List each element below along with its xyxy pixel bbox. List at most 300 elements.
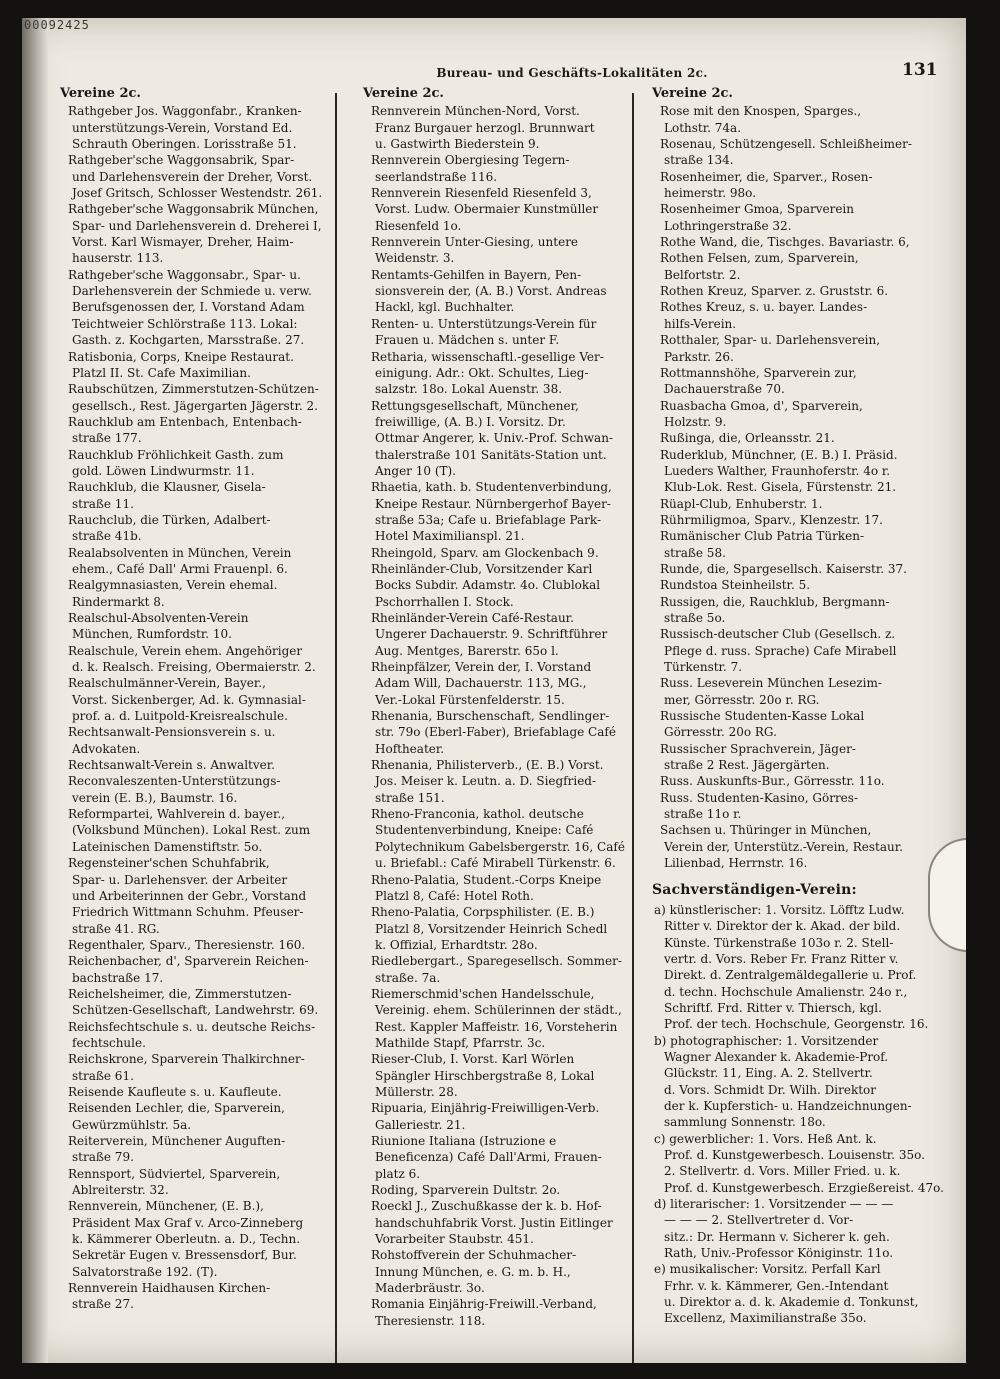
entry-name-line: Reiterverein, Münchener Auguften- [68, 1134, 286, 1148]
entry-name-line: Russische Studenten-Kasse Lokal [660, 709, 865, 724]
section-entry-list [652, 902, 947, 1327]
entry-detail-line: straße 58. [664, 545, 726, 560]
entry-detail-line: Jos. Meiser k. Leutn. a. D. Siegfried- [375, 774, 597, 789]
directory-entry [60, 675, 346, 724]
entry-name-line: Rathgeber'sche Waggonsabrik, Spar- [68, 153, 295, 168]
entry-name-line: Rechtsanwalt-Verein s. Anwaltver. [68, 758, 275, 773]
directory-entry [652, 365, 947, 398]
entry-name-line: Rauchklub Fröhlichkeit Gasth. zum [68, 447, 284, 462]
directory-entry [363, 1198, 654, 1247]
directory-entry [363, 610, 654, 659]
entry-detail-line: Vorst. Ludw. Obermaier Kunstmüller [375, 202, 599, 217]
entry-name-line: Reconvaleszenten-Unterstützungs- [68, 774, 281, 789]
entry-name-line: Rechtsanwalt-Pensionsverein s. u. [68, 725, 276, 740]
directory-entry [60, 1133, 346, 1166]
entry-name-line: Rentamts-Gehilfen in Bayern, Pen- [371, 267, 582, 282]
directory-entry [363, 152, 654, 185]
entry-detail-line: gesellsch., Rest. Jägergarten Jägerstr. 2. [72, 398, 318, 413]
entry-detail-line: Friedrich Wittmann Schuhm. Pfeuser- [72, 905, 304, 920]
entry-list [363, 103, 654, 1329]
entry-list [60, 103, 346, 1312]
column-heading: Vereine 2c. [60, 86, 141, 101]
directory-entry [60, 414, 346, 447]
directory-entry [60, 757, 346, 773]
section-heading: Sachverständigen-Verein: [652, 881, 857, 898]
entry-name-line: Rumänischer Club Patria Türken- [660, 529, 865, 544]
entry-detail-line: Müllerstr. 28. [375, 1084, 458, 1099]
entry-detail-line: Pflege d. russ. Sprache) Cafe Mirabell [664, 643, 897, 658]
entry-detail-line: Hackl, kgl. Buchhalter. [375, 300, 515, 315]
entry-detail-line: d. k. Realsch. Freising, Obermaierstr. 2. [72, 660, 316, 675]
entry-detail-line: Theresienstr. 118. [375, 1313, 486, 1328]
entry-name-line: Rußinga, die, Orleansstr. 21. [660, 431, 835, 446]
directory-entry [60, 1019, 346, 1052]
directory-entry [60, 610, 346, 643]
entry-detail-line: Pschorrhallen I. Stock. [375, 594, 514, 609]
entry-detail-line: k. Offizial, Erhardtstr. 28o. [375, 937, 538, 952]
entry-detail-line: Spar- u. Darlehensver. der Arbeiter [72, 872, 288, 887]
entry-detail-line: Beneficenza) Café Dall'Armi, Frauen- [375, 1150, 602, 1165]
entry-detail-line: Rest. Kappler Maffeistr. 16, Vorsteherin [375, 1019, 618, 1034]
directory-entry [60, 986, 346, 1019]
entry-list [652, 103, 947, 871]
directory-entry [652, 430, 947, 446]
entry-detail-line: d. Vors. Schmidt Dr. Wilh. Direktor [664, 1082, 877, 1097]
entry-detail-line: fechtschule. [72, 1035, 146, 1050]
column-middle [363, 86, 654, 1329]
entry-detail-line: Platzl 8, Vorsitzender Heinrich Schedl [375, 921, 608, 936]
entry-detail-line: Ablreiterstr. 32. [72, 1183, 169, 1198]
directory-entry [363, 267, 654, 316]
entry-name-line: Ruderklub, Münchner, (E. B.) I. Präsid. [660, 447, 898, 462]
entry-detail-line: Holzstr. 9. [664, 414, 727, 429]
entry-detail-line: Hotel Maximilianspl. 21. [375, 529, 525, 544]
entry-detail-line: Spar- und Darlehensverein d. Dreherei I, [72, 218, 322, 233]
entry-detail-line: straße 177. [72, 431, 142, 446]
entry-detail-line: Belfortstr. 2. [664, 267, 741, 282]
directory-entry [652, 447, 947, 496]
entry-detail-line: Parkstr. 26. [664, 349, 734, 364]
entry-detail-line: Künste. Türkenstraße 103o r. 2. Stell- [664, 935, 894, 950]
entry-name-line: Realschulmänner-Verein, Bayer., [68, 676, 266, 691]
entry-name-line: Russisch-deutscher Club (Gesellsch. z. [660, 627, 896, 642]
entry-name-line: Roeckl J., Zuschußkasse der k. b. Hof- [371, 1199, 602, 1214]
directory-entry [652, 283, 947, 299]
entry-detail-line: Klub-Lok. Rest. Gisela, Fürstenstr. 21. [664, 480, 897, 495]
entry-name-line: Rhaetia, kath. b. Studentenverbindung, [371, 480, 612, 495]
directory-entry [60, 267, 346, 349]
entry-detail-line: ehem., Café Dall' Armi Frauenpl. 6. [72, 561, 288, 576]
directory-entry [363, 872, 654, 905]
entry-name-line: c) gewerblicher: 1. Vors. Heß Ant. k. [654, 1131, 877, 1146]
entry-detail-line: verein (E. B.), Baumstr. 16. [72, 790, 238, 805]
directory-entry [652, 103, 947, 136]
entry-detail-line: hauserstr. 113. [72, 251, 164, 266]
entry-name-line: Realgymnasiasten, Verein ehemal. [68, 578, 278, 593]
entry-detail-line: Riesenfeld 1o. [375, 218, 462, 233]
entry-detail-line: Vorarbeiter Staubstr. 451. [375, 1232, 534, 1247]
entry-detail-line: Advokaten. [72, 741, 141, 756]
entry-detail-line: Schriftf. Frd. Ritter v. Thiersch, kgl. [664, 1000, 882, 1015]
entry-detail-line: sitz.: Dr. Hermann v. Sicherer k. geh. [664, 1229, 890, 1244]
entry-detail-line: straße 61. [72, 1068, 134, 1083]
entry-detail-line: k. Kämmerer Oberleutn. a. D., Techn. [72, 1232, 301, 1247]
entry-name-line: Rhenania, Burschenschaft, Sendlinger- [371, 709, 610, 724]
entry-detail-line: Lothstr. 74a. [664, 120, 742, 135]
directory-entry [60, 953, 346, 986]
directory-entry [363, 316, 654, 349]
entry-detail-line: Schrauth Oberingen. Lorisstraße 51. [72, 137, 297, 152]
directory-entry [60, 724, 346, 757]
entry-name-line: Reisende Kaufleute s. u. Kaufleute. [68, 1084, 282, 1099]
entry-name-line: Ratisbonia, Corps, Kneipe Restaurat. [68, 349, 294, 364]
entry-name-line: Russ. Auskunfts-Bur., Görresstr. 11o. [660, 774, 885, 789]
entry-detail-line: straße 2 Rest. Jägergärten. [664, 758, 830, 773]
entry-name-line: Riedlebergart., Sparegesellsch. Sommer- [371, 954, 622, 969]
entry-name-line: Rotthaler, Spar- u. Darlehensverein, [660, 333, 881, 348]
directory-entry [652, 626, 947, 675]
entry-detail-line: Spängler Hirschbergstraße 8, Lokal [375, 1068, 595, 1083]
entry-name-line: Rüapl-Club, Enhuberstr. 1. [660, 496, 823, 511]
entry-detail-line: Gasth. z. Kochgarten, Marsstraße. 27. [72, 333, 305, 348]
directory-entry [652, 561, 947, 577]
directory-entry [652, 398, 947, 431]
entry-name-line: Rothen Felsen, zum, Sparverein, [660, 251, 859, 266]
entry-name-line: Realschule, Verein ehem. Angehöriger [68, 643, 303, 658]
directory-entry [652, 1033, 947, 1131]
entry-name-line: b) photographischer: 1. Vorsitzender [654, 1033, 879, 1048]
entry-name-line: a) künstlerischer: 1. Vorsitz. Löfftz Ludw. [654, 902, 905, 917]
column-left [60, 86, 346, 1313]
entry-detail-line: u. Direktor a. d. k. Akademie d. Tonkunst, [664, 1295, 919, 1310]
book-page [22, 18, 966, 1363]
entry-name-line: Rettungsgesellschaft, Münchener, [371, 398, 579, 413]
entry-name-line: Russ. Leseverein München Lesezim- [660, 676, 882, 691]
directory-entry [60, 512, 346, 545]
entry-detail-line: bachstraße 17. [72, 970, 164, 985]
entry-detail-line: straße 41. RG. [72, 921, 160, 936]
entry-name-line: Reichsfechtschule s. u. deutsche Reichs- [68, 1019, 316, 1034]
entry-detail-line: Prof. d. Kunstgewerbesch. Erzgießereist. 47o. [664, 1180, 944, 1195]
entry-detail-line: Lateinischen Damenstiftstr. 5o. [72, 839, 263, 854]
entry-name-line: Regenthaler, Sparv., Theresienstr. 160. [68, 937, 306, 952]
directory-entry [60, 855, 346, 937]
entry-name-line: Rottmannshöhe, Sparverein zur, [660, 365, 857, 380]
entry-name-line: Rennverein Haidhausen Kirchen- [68, 1281, 271, 1296]
book-spine-shadow [22, 18, 48, 1363]
directory-entry [363, 1182, 654, 1198]
entry-name-line: Riemerschmid'schen Handelsschule, [371, 986, 595, 1001]
entry-name-line: Russischer Sprachverein, Jäger- [660, 741, 856, 756]
entry-name-line: Romania Einjährig-Freiwill.-Verband, [371, 1297, 597, 1312]
directory-entry [652, 496, 947, 512]
column-heading: Vereine 2c. [363, 86, 444, 101]
entry-detail-line: Rindermarkt 8. [72, 594, 165, 609]
directory-entry [363, 904, 654, 953]
entry-name-line: Rothes Kreuz, s. u. bayer. Landes- [660, 300, 868, 315]
entry-detail-line: Verein der, Unterstütz.-Verein, Restaur. [664, 839, 903, 854]
directory-entry [363, 757, 654, 806]
entry-name-line: Rosenau, Schützengesell. Schleißheimer- [660, 137, 912, 152]
entry-detail-line: Glückstr. 11, Eing. A. 2. Stellvertr. [664, 1066, 873, 1081]
entry-detail-line: gold. Löwen Lindwurmstr. 11. [72, 463, 255, 478]
entry-detail-line: straße 151. [375, 790, 445, 805]
entry-name-line: Reichenbacher, d', Sparverein Reichen- [68, 954, 309, 969]
entry-detail-line: Ver.-Lokal Fürstenfelderstr. 15. [375, 692, 565, 707]
entry-detail-line: sionsverein der, (A. B.) Vorst. Andreas [375, 284, 607, 299]
directory-entry [652, 201, 947, 234]
directory-entry [60, 1084, 346, 1100]
directory-entry [652, 1196, 947, 1261]
entry-detail-line: handschuhfabrik Vorst. Justin Eitlinger [375, 1215, 613, 1230]
entry-name-line: Rauchclub, die Türken, Adalbert- [68, 512, 271, 527]
directory-entry [60, 1100, 346, 1133]
directory-entry [652, 299, 947, 332]
entry-detail-line: Anger 10 (T). [375, 463, 456, 478]
entry-detail-line: vertr. d. Vors. Reber Fr. Franz Ritter v. [664, 951, 899, 966]
directory-entry [652, 234, 947, 250]
directory-entry [60, 806, 346, 855]
entry-detail-line: Vereinig. ehem. Schülerinnen der städt., [375, 1003, 622, 1018]
entry-name-line: Rheinländer-Verein Café-Restaur. [371, 611, 574, 625]
directory-entry [652, 1261, 947, 1326]
entry-name-line: Rennverein Unter-Giesing, untere [371, 235, 579, 250]
entry-detail-line: Präsident Max Graf v. Arco-Zinneberg [72, 1215, 304, 1230]
entry-name-line: Rennverein Obergiesing Tegern- [371, 153, 570, 168]
entry-detail-line: straße 134. [664, 153, 734, 168]
entry-detail-line: Mathilde Stapf, Pfarrstr. 3c. [375, 1035, 546, 1050]
entry-detail-line: Bocks Subdir. Adamstr. 4o. Clublokal [375, 578, 601, 593]
directory-entry [60, 349, 346, 382]
directory-entry [60, 447, 346, 480]
archive-stamp-number: 00092425 [24, 18, 90, 32]
directory-entry [652, 594, 947, 627]
directory-entry [652, 136, 947, 169]
entry-name-line: Rennsport, Südviertel, Sparverein, [68, 1166, 281, 1181]
entry-detail-line: Rath, Univ.-Professor Königinstr. 11o. [664, 1246, 894, 1261]
directory-entry [652, 902, 947, 1033]
entry-name-line: Rose mit den Knospen, Sparges., [660, 104, 862, 119]
entry-name-line: Rührmiligmoa, Sparv., Klenzestr. 17. [660, 512, 883, 527]
directory-entry [60, 381, 346, 414]
directory-entry [652, 790, 947, 823]
entry-detail-line: u. Gastwirth Biederstein 9. [375, 137, 540, 152]
directory-entry [652, 773, 947, 789]
entry-name-line: Ruasbacha Gmoa, d', Sparverein, [660, 398, 863, 413]
entry-detail-line: Darlehensverein der Schmiede u. verw. [72, 284, 312, 299]
entry-detail-line: Studentenverbindung, Kneipe: Café [375, 823, 594, 838]
entry-detail-line: Ritter v. Direktor der k. Akad. der bild. [664, 919, 901, 934]
entry-detail-line: Josef Gritsch, Schlosser Westendstr. 261. [72, 186, 323, 201]
entry-name-line: Rheinländer-Club, Vorsitzender Karl [371, 561, 593, 576]
directory-entry [60, 1051, 346, 1084]
directory-entry [652, 169, 947, 202]
entry-name-line: Rennverein Riesenfeld Riesenfeld 3, [371, 186, 592, 201]
entry-detail-line: salzstr. 18o. Lokal Auenstr. 38. [375, 382, 563, 397]
directory-entry [363, 1296, 654, 1329]
entry-detail-line: Vorst. Sickenberger, Ad. k. Gymnasial- [72, 692, 306, 707]
entry-detail-line: unterstützungs-Verein, Vorstand Ed. [72, 120, 293, 135]
entry-name-line: Rathgeber Jos. Waggonfabr., Kranken- [68, 104, 302, 119]
entry-name-line: Runde, die, Spargesellsch. Kaiserstr. 37. [660, 561, 907, 576]
entry-detail-line: einigung. Adr.: Okt. Schultes, Lieg- [375, 365, 589, 380]
entry-name-line: Rheinpfälzer, Verein der, I. Vorstand [371, 660, 592, 675]
entry-name-line: Regensteiner'schen Schuhfabrik, [68, 856, 270, 871]
directory-entry [652, 708, 947, 741]
entry-detail-line: Vorst. Karl Wismayer, Dreher, Haim- [72, 235, 294, 250]
entry-detail-line: prof. a. d. Luitpold-Kreisrealschule. [72, 709, 288, 724]
entry-name-line: Ripuaria, Einjährig-Freiwilligen-Verb. [371, 1101, 600, 1116]
entry-detail-line: Gewürzmühlstr. 5a. [72, 1117, 192, 1132]
directory-entry [363, 659, 654, 708]
entry-detail-line: Berufsgenossen der, I. Vorstand Adam [72, 300, 305, 315]
entry-detail-line: Ungerer Dachauerstr. 9. Schriftführer [375, 627, 608, 642]
column-heading: Vereine 2c. [652, 86, 733, 101]
directory-entry [363, 234, 654, 267]
directory-entry [60, 479, 346, 512]
directory-entry [363, 708, 654, 757]
entry-detail-line: Polytechnikum Gabelsbergerstr. 16, Café [375, 839, 625, 854]
entry-name-line: Rohstoffverein der Schuhmacher- [371, 1248, 577, 1263]
entry-name-line: e) musikalischer: Vorsitz. Perfall Karl [654, 1262, 881, 1277]
directory-entry [363, 953, 654, 986]
entry-detail-line: Lothringerstraße 32. [664, 218, 792, 233]
entry-detail-line: Prof. d. Kunstgewerbesch. Louisenstr. 35o. [664, 1148, 925, 1162]
directory-entry [652, 250, 947, 283]
entry-detail-line: 2. Stellvertr. d. Vors. Miller Fried. u. k. [664, 1164, 901, 1179]
entry-name-line: Rosenheimer, die, Sparver., Rosen- [660, 169, 873, 184]
entry-name-line: Reichskrone, Sparverein Thalkirchner- [68, 1052, 305, 1067]
directory-entry [60, 201, 346, 266]
entry-detail-line: Direkt. d. Zentralgemäldegallerie u. Prof. [664, 968, 917, 983]
entry-detail-line: Ottmar Angerer, k. Univ.-Prof. Schwan- [375, 431, 613, 446]
directory-entry [363, 986, 654, 1051]
column-right [652, 86, 947, 1327]
entry-name-line: Rauchklub am Entenbach, Entenbach- [68, 414, 302, 429]
entry-name-line: Realabsolventen in München, Verein [68, 545, 292, 560]
entry-detail-line: München, Rumfordstr. 10. [72, 627, 232, 642]
directory-entry [363, 1051, 654, 1100]
entry-detail-line: Maderbräustr. 3o. [375, 1281, 485, 1296]
entry-detail-line: straße. 7a. [375, 970, 441, 985]
entry-name-line: Retharia, wissenschaftl.-gesellige Ver- [371, 349, 604, 364]
entry-detail-line: — — — 2. Stellvertreter d. Vor- [664, 1213, 854, 1228]
entry-name-line: Rosenheimer Gmoa, Sparverein [660, 202, 854, 217]
directory-entry [60, 152, 346, 201]
entry-detail-line: straße 79. [72, 1150, 134, 1165]
entry-detail-line: straße 11. [72, 496, 134, 511]
entry-detail-line: Aug. Mentges, Barerstr. 65o l. [375, 643, 559, 658]
directory-entry [652, 528, 947, 561]
entry-name-line: Rathgeber'sche Waggonsabrik München, [68, 202, 319, 217]
entry-detail-line: (Volksbund München). Lokal Rest. zum [72, 823, 311, 838]
entry-name-line: Rheno-Palatia, Student.-Corps Kneipe [371, 872, 602, 887]
entry-name-line: Rundstoa Steinheilstr. 5. [660, 578, 811, 593]
entry-detail-line: Platzl 8, Café: Hotel Roth. [375, 888, 534, 903]
directory-entry [652, 577, 947, 593]
entry-detail-line: Lilienbad, Herrnstr. 16. [664, 856, 808, 871]
entry-name-line: Roding, Sparverein Dultstr. 2o. [371, 1183, 561, 1198]
directory-entry [60, 937, 346, 953]
entry-detail-line: freiwillige, (A. B.) I. Vorsitz. Dr. [375, 414, 566, 429]
entry-detail-line: Sekretär Eugen v. Bressensdorf, Bur. [72, 1248, 297, 1263]
entry-detail-line: Frauen u. Mädchen s. unter F. [375, 333, 560, 348]
entry-detail-line: Galleriestr. 21. [375, 1117, 466, 1132]
entry-detail-line: platz 6. [375, 1166, 421, 1181]
directory-entry [60, 773, 346, 806]
entry-detail-line: sammlung Sonnenstr. 18o. [664, 1115, 826, 1130]
running-head: Bureau- und Geschäfts-Lokalitäten 2c. [436, 66, 708, 80]
entry-name-line: Rathgeber'sche Waggonsabr., Spar- u. [68, 267, 301, 282]
directory-entry [60, 1280, 346, 1313]
directory-entry [363, 479, 654, 544]
directory-entry [652, 1131, 947, 1196]
entry-detail-line: Dachauerstraße 70. [664, 382, 785, 397]
entry-name-line: Rauchklub, die Klausner, Gisela- [68, 480, 266, 495]
entry-name-line: Rothen Kreuz, Sparver. z. Gruststr. 6. [660, 284, 889, 299]
directory-entry [363, 561, 654, 610]
entry-name-line: Russigen, die, Rauchklub, Bergmann- [660, 594, 890, 609]
entry-detail-line: der k. Kupferstich- u. Handzeichnungen- [664, 1098, 912, 1113]
directory-entry [652, 512, 947, 528]
entry-name-line: Rennverein München-Nord, Vorst. [371, 104, 580, 119]
entry-detail-line: Hoftheater. [375, 741, 445, 756]
entry-detail-line: mer, Görresstr. 20o r. RG. [664, 692, 820, 707]
page-number: 131 [902, 60, 938, 80]
directory-entry [363, 806, 654, 871]
entry-name-line: Reichelsheimer, die, Zimmerstutzen- [68, 986, 292, 1001]
directory-entry [652, 822, 947, 871]
directory-entry [60, 1166, 346, 1199]
entry-detail-line: straße 41b. [72, 529, 142, 544]
entry-name-line: Rhenania, Philisterverb., (E. B.) Vorst. [371, 758, 604, 773]
entry-name-line: Riunione Italiana (Istruzione e [371, 1134, 557, 1148]
directory-entry [363, 1100, 654, 1133]
entry-detail-line: Teichtweier Schlörstraße 113. Lokal: [72, 316, 298, 331]
entry-name-line: Reisenden Lechler, die, Sparverein, [68, 1101, 285, 1116]
entry-name-line: Rothe Wand, die, Tischges. Bavariastr. 6, [660, 235, 910, 250]
directory-entry [363, 1133, 654, 1182]
entry-detail-line: Weidenstr. 3. [375, 251, 455, 266]
entry-name-line: Rennverein, Münchener, (E. B.), [68, 1199, 264, 1214]
entry-detail-line: d. techn. Hochschule Amalienstr. 24o r., [664, 984, 908, 999]
entry-name-line: Raubschützen, Zimmerstutzen-Schützen- [68, 382, 319, 397]
entry-name-line: Reformpartei, Wahlverein d. bayer., [68, 807, 286, 822]
entry-name-line: Sachsen u. Thüringer in München, [660, 823, 872, 838]
directory-entry [363, 545, 654, 561]
directory-entry [652, 332, 947, 365]
entry-detail-line: und Darlehensverein der Dreher, Vorst. [72, 169, 313, 184]
entry-detail-line: Schützen-Gesellschaft, Landwehrstr. 69. [72, 1003, 319, 1018]
entry-detail-line: Wagner Alexander k. Akademie-Prof. [664, 1049, 889, 1064]
entry-detail-line: straße 53a; Cafe u. Briefablage Park- [375, 512, 602, 527]
entry-detail-line: Platzl II. St. Cafe Maximilian. [72, 365, 251, 380]
directory-entry [363, 398, 654, 480]
entry-name-line: Renten- u. Unterstützungs-Verein für [371, 316, 597, 331]
entry-detail-line: heimerstr. 98o. [664, 186, 757, 201]
entry-detail-line: Salvatorstraße 192. (T). [72, 1264, 218, 1279]
entry-detail-line: Görresstr. 20o RG. [664, 725, 777, 740]
entry-detail-line: seerlandstraße 116. [375, 169, 498, 184]
directory-entry [363, 185, 654, 234]
entry-detail-line: straße 27. [72, 1297, 134, 1312]
entry-detail-line: str. 79o (Eberl-Faber), Briefablage Café [375, 725, 616, 740]
entry-name-line: Russ. Studenten-Kasino, Görres- [660, 790, 858, 805]
entry-detail-line: Franz Burgauer herzogl. Brunnwart [375, 120, 595, 135]
entry-name-line: Rieser-Club, I. Vorst. Karl Wörlen [371, 1052, 575, 1067]
entry-detail-line: Excellenz, Maximilianstraße 35o. [664, 1311, 867, 1326]
entry-detail-line: u. Briefabl.: Café Mirabell Türkenstr. 6. [375, 856, 616, 871]
